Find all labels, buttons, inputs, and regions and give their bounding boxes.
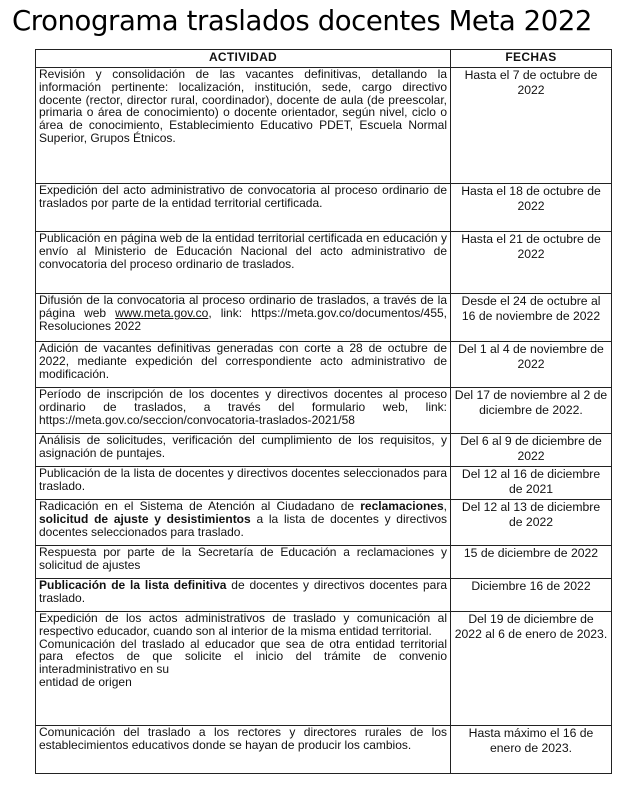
table-row (36, 500, 612, 546)
dates-cell: Hasta el 18 de octubre de 2022 (451, 184, 612, 232)
table-row (36, 467, 612, 500)
table-row (36, 184, 612, 232)
table-header-row (36, 50, 612, 68)
dates-column-header: FECHAS (451, 50, 612, 68)
activity-cell (36, 612, 451, 726)
activity-paragraph: entidad de origen (39, 674, 132, 689)
activity-cell (36, 500, 451, 546)
meta-website-link[interactable]: www.meta.gov.co (115, 305, 209, 320)
activity-text: a la lista de docentes y directivos docentes seleccionados para traslado. (39, 511, 447, 539)
dates-cell: Desde el 24 de octubre al 16 de noviembre de 2022 (451, 294, 612, 342)
dates-cell: Del 12 al 13 de diciembre de 2022 (451, 500, 612, 546)
dates-cell: 15 de diciembre de 2022 (451, 546, 612, 579)
table-row (36, 726, 612, 774)
activity-cell: Publicación de la lista de docentes y directivos docentes seleccionados para traslado. (36, 467, 451, 500)
activity-bold-text: Publicación de la lista definitiva (39, 578, 227, 592)
activity-paragraph: Comunicación del traslado al educador que sea de otra entidad territorial para efectos de que solicite el inicio del trámite de convenio interadministrativo en su (39, 636, 447, 677)
activity-paragraph: Expedición de los actos administrativos de traslado y comunicación al respectivo educador, cuando son al interior de la misma entidad territorial. (39, 611, 447, 638)
activity-cell: Comunicación del traslado a los rectores y directores rurales de los establecimientos educativos donde se hayan de producir los cambios. (36, 726, 451, 774)
activity-cell (36, 579, 451, 612)
activity-bold-text: reclamaciones (360, 499, 444, 513)
dates-cell: Del 19 de diciembre de 2022 al 6 de enero de 2023. (451, 612, 612, 726)
activity-cell: Adición de vacantes definitivas generadas con corte a 28 de octubre de 2022, mediante expedición del correspondiente acto administrativo de modificación. (36, 342, 451, 388)
table-row (36, 342, 612, 388)
table-row (36, 388, 612, 434)
table-row (36, 612, 612, 726)
activity-cell (36, 294, 451, 342)
dates-cell: Hasta máximo el 16 de enero de 2023. (451, 726, 612, 774)
activity-text: Difusión de la convocatoria al proceso ordinario de traslados, a través de la página web (39, 293, 447, 320)
activity-cell: Revisión y consolidación de las vacantes definitivas, detallando la información pertinente: localización, institución, sede, cargo directivo docente (rector, director rural, coordinador), docente de aula (de preescolar, primaria o área de conocimiento) o docente orientador, según nivel, ciclo o área de conocimiento, Establecimiento Educativo PDET, Escuela Normal Superior, Grupos Étnicos. (36, 68, 451, 184)
dates-cell: Hasta el 7 de octubre de 2022 (451, 68, 612, 184)
table-row (36, 546, 612, 579)
activity-text: de docentes y directivos docentes para traslado. (39, 578, 447, 605)
table-row (36, 294, 612, 342)
table-row (36, 232, 612, 294)
table-row (36, 579, 612, 612)
dates-cell: Hasta el 21 de octubre de 2022 (451, 232, 612, 294)
dates-cell: Del 17 de noviembre al 2 de diciembre de 2022. (451, 388, 612, 434)
activity-cell: Período de inscripción de los docentes y directivos docentes al proceso ordinario de traslados, a través del formulario web, link: https://meta.gov.co/seccion/convocatoria-traslados-2021/58 (36, 388, 451, 434)
page-title: Cronograma traslados docentes Meta 2022 (12, 5, 593, 37)
activity-cell: Publicación en página web de la entidad territorial certificada en educación y envío al Ministerio de Educación Nacional del acto administrativo de convocatoria del proceso ordinario de traslados. (36, 232, 451, 294)
dates-cell: Del 12 al 16 de diciembre de 2021 (451, 467, 612, 500)
schedule-table (35, 49, 612, 774)
dates-cell: Del 1 al 4 de noviembre de 2022 (451, 342, 612, 388)
activity-text: , link: https://meta.gov.co/documentos/455, Resoluciones 2022 (39, 305, 448, 333)
activity-bold-text: solicitud de ajuste y desistimientos (39, 511, 251, 526)
activity-column-header: ACTIVIDAD (36, 50, 451, 68)
activity-text: Radicación en el Sistema de Atención al Ciudadano de (39, 499, 361, 513)
table-row (36, 68, 612, 184)
dates-cell: Del 6 al 9 de diciembre de 2022 (451, 434, 612, 467)
activity-cell: Análisis de solicitudes, verificación del cumplimiento de los requisitos, y asignación de puntajes. (36, 434, 451, 467)
table-row (36, 434, 612, 467)
activity-cell: Respuesta por parte de la Secretaría de Educación a reclamaciones y solicitud de ajustes (36, 546, 451, 579)
activity-cell: Expedición del acto administrativo de convocatoria al proceso ordinario de traslados por parte de la entidad territorial certificada. (36, 184, 451, 232)
dates-cell: Diciembre 16 de 2022 (451, 579, 612, 612)
activity-text: , (443, 499, 447, 513)
